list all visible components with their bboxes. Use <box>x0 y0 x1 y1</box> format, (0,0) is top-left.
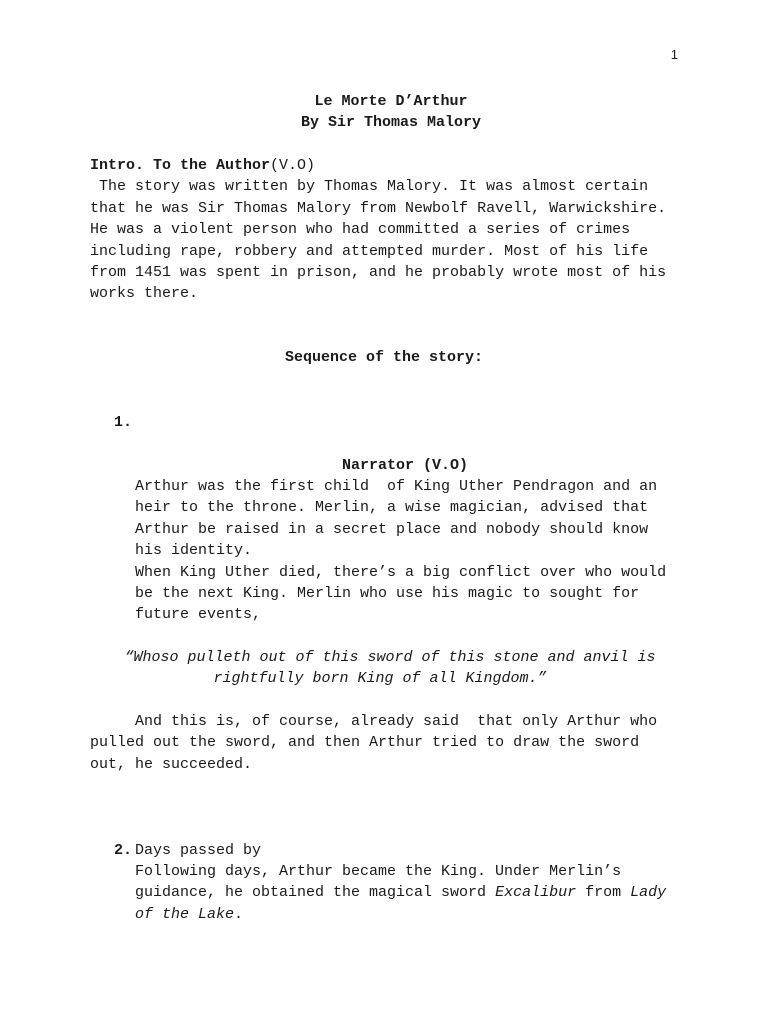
of-the-lake-italic: of the Lake <box>135 905 235 923</box>
after-line: pulled out the sword, and then Arthur tried to draw the sword <box>90 734 640 752</box>
section2-body <box>135 861 680 925</box>
after-line: And this is, of course, already said that only Arthur who <box>90 713 658 730</box>
lady-italic: Lady <box>630 884 667 902</box>
narrator-line: be the next King. Merlin who use his magic to sought for <box>135 585 640 603</box>
narrator-body <box>135 476 680 626</box>
narrator-line: When King Uther died, there’s a big conflict over who would <box>135 563 667 581</box>
intro-line: including rape, robbery and attempted murder. Most of his life <box>90 242 649 260</box>
intro-line: works there. <box>90 285 199 303</box>
intro-line: He was a violent person who had committed a series of crimes <box>90 221 631 239</box>
intro-heading-suffix: (V.O) <box>270 157 316 174</box>
page-number: 1 <box>670 47 678 62</box>
intro-line: from 1451 was spent in prison, and he probably wrote most of his <box>90 264 667 282</box>
section2-title: Days passed by <box>135 842 262 859</box>
narrator-heading: Narrator (V.O) <box>342 457 469 474</box>
sequence-heading: Sequence of the story: <box>284 349 484 366</box>
document-title <box>0 91 768 134</box>
intro-body <box>90 176 680 304</box>
narrator-line: Arthur be raised in a secret place and nobody should know <box>135 520 649 538</box>
sword-quote <box>0 647 768 690</box>
narrator-line: Arthur was the first child of King Uther Pendragon and an <box>135 478 658 495</box>
quote-line-2: rightfully born King of all Kingdom.” <box>213 670 547 688</box>
section2-line-1: Following days, Arthur became the King. Under Merlin’s <box>135 863 622 880</box>
section2-line-3 <box>135 904 680 925</box>
narrator-line: his identity. <box>135 542 253 560</box>
title-line-2: By Sir Thomas Malory <box>300 114 482 132</box>
section-number-1: 1. <box>114 414 133 431</box>
section2-line-2-middle: from <box>576 884 631 902</box>
excalibur-italic: Excalibur <box>495 884 577 902</box>
intro-heading: Intro. To the Author <box>90 157 271 174</box>
section-number-2: 2. <box>114 842 133 859</box>
narrator-line: heir to the throne. Merlin, a wise magician, advised that <box>135 499 649 517</box>
intro-line: The story was written by Thomas Malory. It was almost certain <box>90 178 649 196</box>
after-line: out, he succeeded. <box>90 755 253 773</box>
section2-line-3-suffix: . <box>234 905 244 923</box>
section2-line-2 <box>135 882 680 903</box>
narrator-line: future events, <box>135 606 262 624</box>
section2-line-2-prefix: guidance, he obtained the magical sword <box>135 884 496 902</box>
after-quote-paragraph <box>90 711 680 775</box>
quote-line-1: “Whoso pulleth out of this sword of this stone and anvil is <box>124 649 656 666</box>
intro-line: that he was Sir Thomas Malory from Newbolf Ravell, Warwickshire. <box>90 199 667 217</box>
title-line-1: Le Morte D’Arthur <box>314 93 468 110</box>
intro-section <box>90 155 680 305</box>
